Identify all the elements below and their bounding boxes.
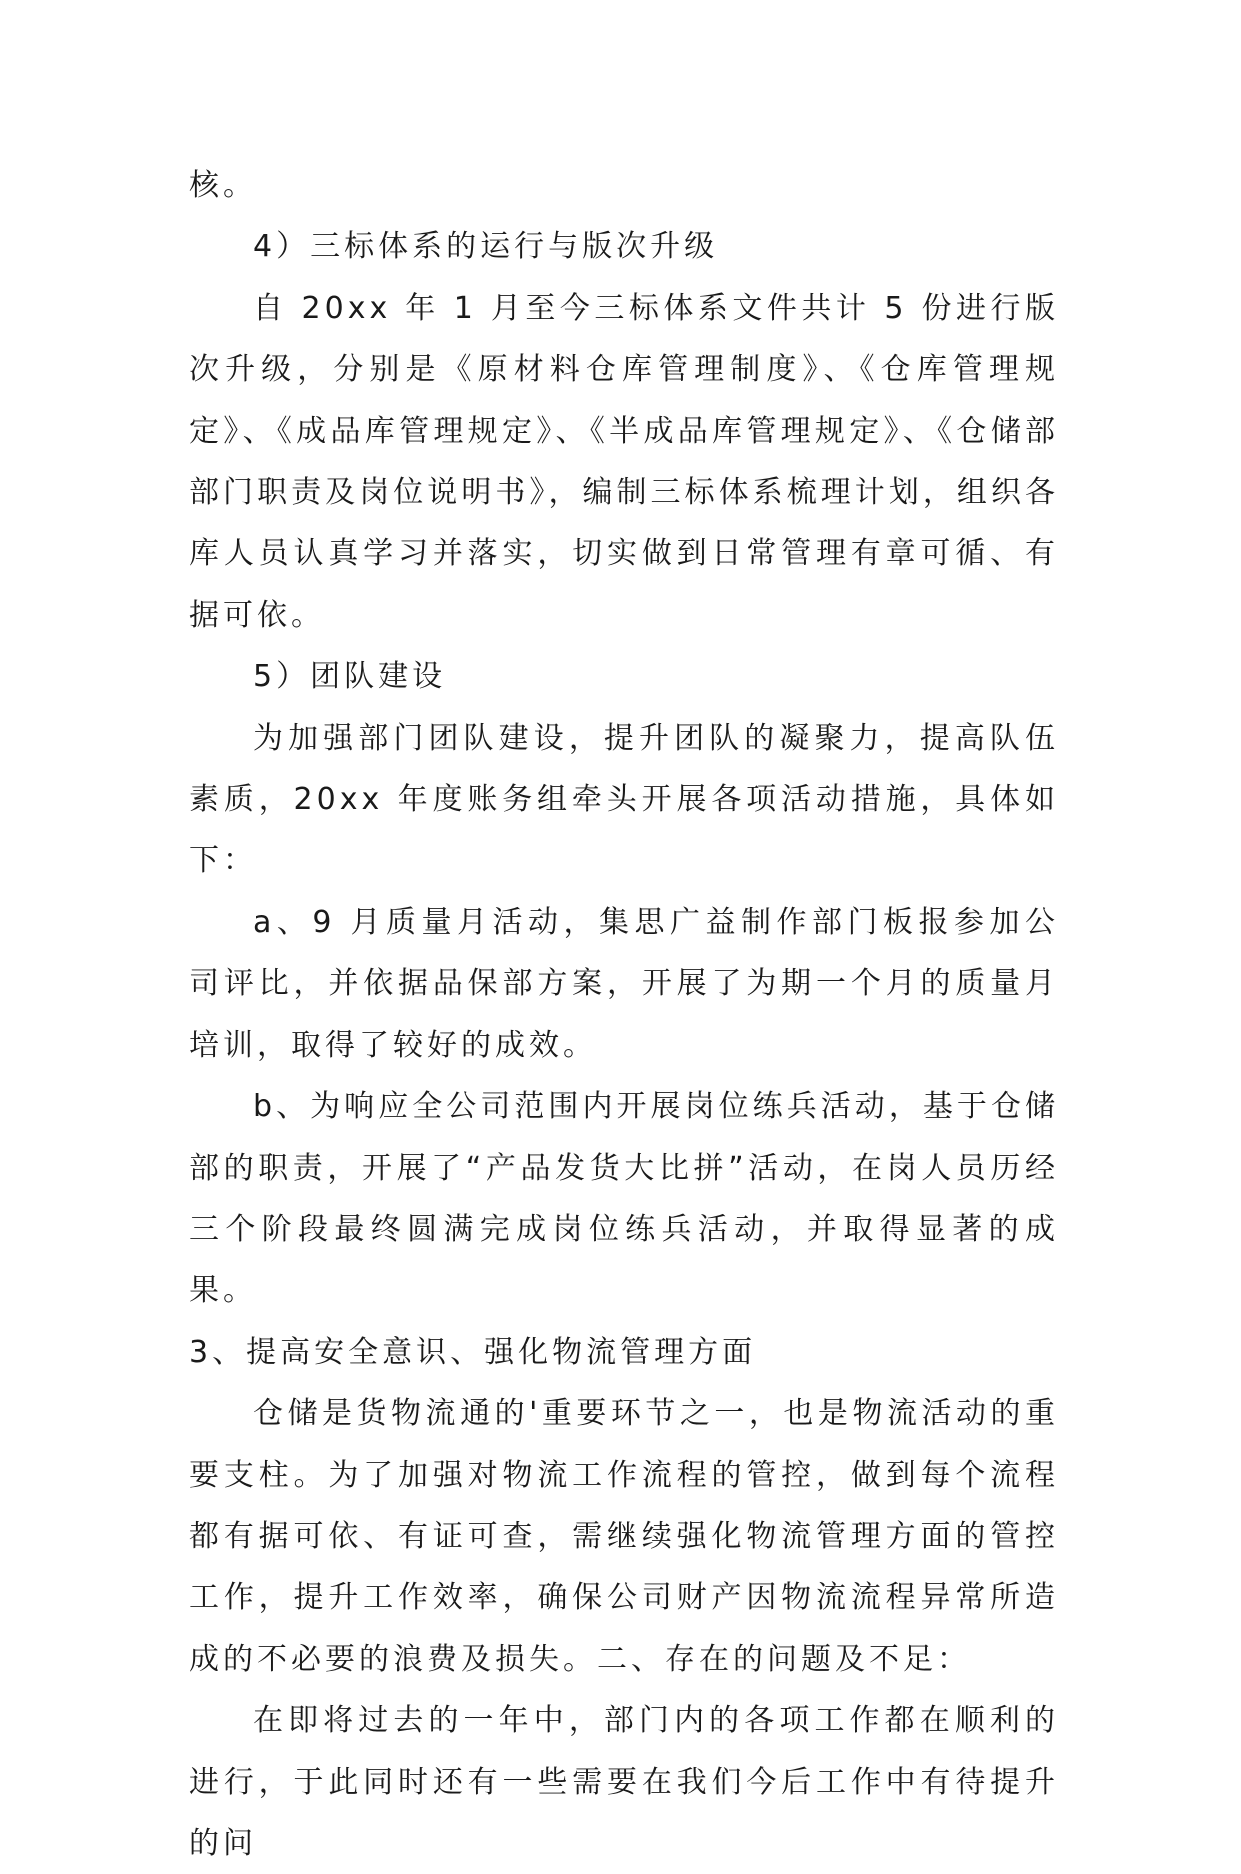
paragraph-problems-intro: 在即将过去的一年中，部门内的各项工作都在顺利的进行，于此同时还有一些需要在我们今后工作中有待提升的问	[189, 1703, 1059, 1861]
paragraph-team-building: 为加强部门团队建设，提升团队的凝聚力，提高队伍素质，20xx 年度账务组牵头开展各项活动措施，具体如下：	[189, 720, 1059, 879]
document-body	[189, 155, 1059, 1874]
paragraph-continuation: 核。	[189, 168, 257, 203]
list-item-skills-competition: b、为响应全公司范围内开展岗位练兵活动，基于仓储部的职责，开展了“产品发货大比拼”活动，在岗人员历经三个阶段最终圆满完成岗位练兵活动，并取得显著的成果。	[189, 1089, 1059, 1309]
heading-safety-logistics: 3、提高安全意识、强化物流管理方面	[189, 1334, 757, 1370]
paragraph-logistics-management: 仓储是货物流通的'重要环节之一，也是物流活动的重要支柱。为了加强对物流工作流程的管控，做到每个流程都有据可依、有证可查，需继续强化物流管理方面的管控工作，提升工作效率，确保公司财产因物流流程异常所造成的不必要的浪费及损失。二、存在的问题及不足：	[189, 1396, 1059, 1677]
paragraph-version-upgrade: 自 20xx 年 1 月至今三标体系文件共计 5 份进行版次升级，分别是《原材料仓库管理制度》、《仓库管理规定》、《成品库管理规定》、《半成品库管理规定》、《仓储部部门职责及岗位说明书》，编制三标体系梳理计划，组织各库人员认真学习并落实，切实做到日常管理有章可循、有据可依。	[189, 290, 1059, 633]
heading-team-building: 5）团队建设	[253, 659, 447, 695]
list-item-quality-month: a、9 月质量月活动，集思广益制作部门板报参加公司评比，并依据品保部方案，开展了为期一个月的质量月培训，取得了较好的成效。	[189, 904, 1059, 1063]
heading-three-standard-system: 4）三标体系的运行与版次升级	[253, 229, 719, 265]
